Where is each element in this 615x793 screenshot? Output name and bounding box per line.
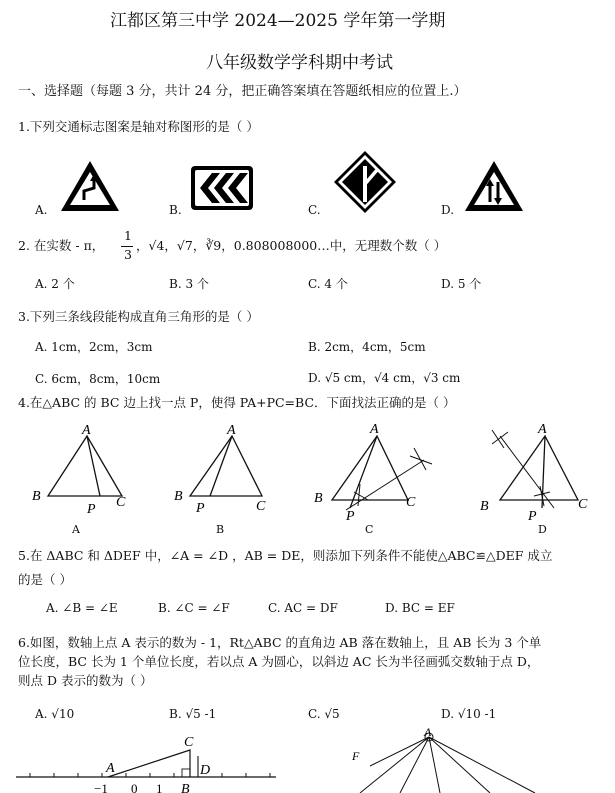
partial-geometry-figure [340,725,540,793]
q3-option-a: A. 1cm，2cm，3cm [35,340,153,354]
q2-stem-a: 2. 在实数 - π， [18,238,105,253]
q1-option-b: B. [169,203,182,217]
q4-figure-c [310,420,440,524]
chevron-sign-icon [190,165,254,211]
q4-label-d: D [538,523,547,536]
q3-option-c: C. 6cm，8cm，10cm [35,372,161,386]
q4c-point-c: C [406,495,416,510]
q2-frac-den: 3 [124,247,132,262]
q2-option-a: A. 2 个 [35,277,75,291]
fig2-point-f: F [352,749,360,763]
section-heading: 一、选择题（每题 3 分，共计 24 分，把正确答案填在答题纸相应的位置上.） [18,84,467,99]
q4b-point-p: P [196,501,205,516]
q2-option-d: D. 5 个 [441,277,482,291]
q6-stem-line2: 位长度，BC 长为 1 个单位长度，若以点 A 为圆心，以斜边 AC 长为半径画弧交数轴于点 D， [18,654,540,669]
q4a-point-c: C [116,495,126,510]
q4b-point-b: B [174,489,183,504]
q1-option-d: D. [441,203,455,217]
q4a-point-p: P [87,502,96,517]
q4-stem: 4.在△ABC 的 BC 边上找一点 P，使得 PA+PC=BC．下面找法正确的是（ ） [18,395,456,410]
q4-figure-a [30,420,140,520]
q6-option-d: D. √10 -1 [441,707,497,721]
exam-subtitle: 八年级数学学科期中考试 [206,53,393,73]
exam-title: 江都区第三中学 2024—2025 学年第一学期 [110,11,446,31]
fig2-point-a: A [424,725,432,739]
q4b-point-c: C [256,499,266,514]
q4a-point-a: A [82,423,91,438]
q6-tick-1: 1 [156,781,163,793]
q4d-point-a: A [538,422,547,437]
q4b-point-a: A [227,423,236,438]
q6-point-d: D [200,763,211,778]
q5-option-c: C. AC = DF [268,601,338,615]
q4d-point-b: B [480,499,489,514]
q5-option-a: A. ∠B = ∠E [46,601,118,615]
q6-number-line-figure [14,730,284,793]
two-way-traffic-sign-icon [462,158,526,214]
q2-option-c: C. 4 个 [308,277,348,291]
q4-figure-d [478,420,608,524]
two-way-curve-sign-icon [58,158,122,214]
q6-stem-line3: 则点 D 表示的数为（ ） [18,673,153,688]
q6-option-c: C. √5 [308,707,340,721]
q4c-point-b: B [314,491,323,506]
q4-label-a: A [72,523,80,536]
q4c-point-p: P [346,509,355,524]
q5-option-d: D. BC = EF [385,601,455,615]
q4a-point-b: B [32,489,41,504]
merge-sign-icon [333,150,397,214]
q6-option-a: A. √10 [35,707,75,721]
q4d-point-c: C [578,497,588,512]
q6-stem-line1: 6.如图，数轴上点 A 表示的数为 - 1，Rt△ABC 的直角边 AB 落在数轴上，且 AB 长为 3 个单 [18,635,542,650]
q3-stem: 3.下列三条线段能构成直角三角形的是（ ） [18,309,259,324]
q5-option-b: B. ∠C = ∠F [158,601,230,615]
q4d-point-p: P [528,509,537,524]
q3-option-d: D. √5 cm，√4 cm，√3 cm [308,371,461,385]
q6-option-b: B. √5 -1 [169,707,217,721]
q4-label-b: B [216,523,225,536]
q6-point-b: B [181,782,190,793]
q1-option-a: A. [35,203,48,217]
q4c-point-a: A [370,422,379,437]
q6-tick-0: 0 [131,781,138,793]
q5-stem-line1: 5.在 ΔABC 和 ΔDEF 中，∠A = ∠D ，AB = DE，则添加下列条件不能使△ABC≌△DEF 成立 [18,548,553,563]
q6-point-a: A [106,761,115,776]
q4-label-c: C [365,523,374,536]
q5-stem-line2: 的是（ ） [18,572,72,587]
q6-tick-neg1: −1 [94,781,108,793]
q3-option-b: B. 2cm，4cm，5cm [308,340,426,354]
q2-option-b: B. 3 个 [169,277,209,291]
q2-frac-num: 1 [124,228,132,243]
q4-figure-b [170,420,280,520]
q1-stem: 1.下列交通标志图案是轴对称图形的是（ ） [18,119,259,134]
q1-option-c: C. [308,203,321,217]
q6-point-c: C [184,735,194,750]
q2-stem-b: ，√4，√7，∛9，0.808008000…中，无理数个数（ ） [136,238,447,253]
